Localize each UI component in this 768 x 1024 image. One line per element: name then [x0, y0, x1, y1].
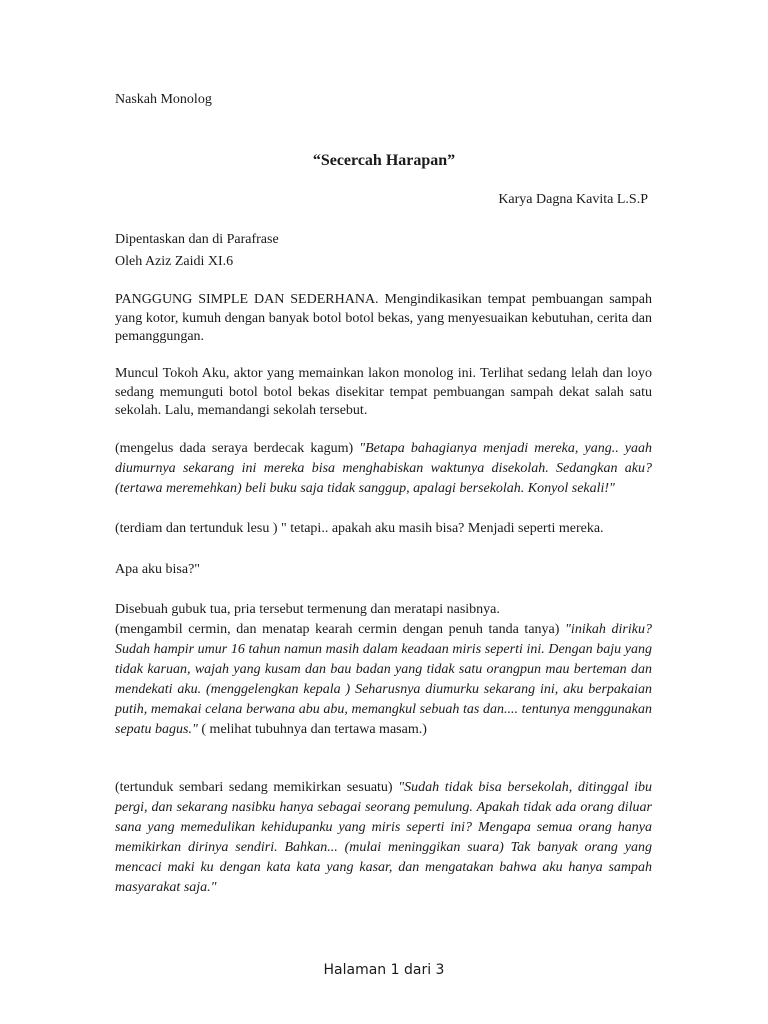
- stage-description-paragraph: PANGGUNG SIMPLE DAN SEDERHANA. Mengindikasikan tempat pembuangan sampah yang kotor, kumuh dengan banyak botol botol bekas, yang menyesuaikan kebutuhan, cerita dan pemanggungan.: [115, 292, 652, 344]
- monolog-paragraph-2: (terdiam dan tertunduk lesu ) " tetapi.. apakah aku masih bisa? Menjadi seperti mereka.: [115, 521, 604, 536]
- monolog-paragraph-3: Apa aku bisa?": [115, 562, 201, 577]
- stage-direction: (tertunduk sembari sedang memikirkan sesuatu): [115, 780, 399, 795]
- page-number-footer: Halaman 1 dari 3: [323, 962, 445, 978]
- credit-line-2: Oleh Aziz Zaidi XI.6: [115, 254, 234, 269]
- character-intro-paragraph: Muncul Tokoh Aku, aktor yang memainkan lakon monolog ini. Terlihat sedang lelah dan loyo sedang memunguti botol botol bekas disekitar tempat pembuangan sampah dekat salah satu sekolah. Lalu, memandangi sekolah tersebut.: [115, 366, 652, 418]
- stage-direction: (mengelus dada seraya berdecak kagum): [115, 441, 360, 456]
- dialog-text: "Betapa bahagianya menjadi mereka, yang.. yaah diumurnya sekarang ini mereka bisa menghabiskan waktunya disekolah. Sedangkan aku? (tertawa meremehkan) beli buku saja tidak sanggup, apalagi bersekolah. Konyol sekali!": [115, 441, 652, 496]
- scene-transition-line: Disebuah gubuk tua, pria tersebut termenung dan meratapi nasibnya.: [115, 602, 500, 617]
- dialog-text: "Sudah tidak bisa bersekolah, ditinggal ibu pergi, dan sekarang nasibku hanya sebagai seorang pemulung. Apakah tidak ada orang diluar sana yang memedulikan kehidupanku yang miris seperti ini? Mengapa semua orang hanya memikirkan dirinya sendiri. Bahkan... (mulai meninggikan suara) Tak banyak orang yang mencaci maki ku dengan kata kata yang kasar, dan mengatakan bahwa aku hanya sampah masyarakat saja.": [115, 780, 652, 895]
- author-line: Karya Dagna Kavita L.S.P: [498, 192, 648, 207]
- credit-line-1: Dipentaskan dan di Parafrase: [115, 232, 279, 247]
- dialog-text: "inikah diriku? Sudah hampir umur 16 tahun namun masih dalam keadaan miris seperti ini. Dengan baju yang tidak karuan, wajah yang kusam dan bau badan yang tidak satu orangpun mau berteman dan mendekati aku. (menggelengkan kepala ) Seharusnya diumurku sekarang ini, aku berpakaian putih, memakai celana berwana abu abu, memangkul sebuah tas dan.... tentunya menggunakan sepatu bagus.": [115, 622, 652, 737]
- stage-direction: (mengambil cermin, dan menatap kearah cermin dengan penuh tanda tanya): [115, 622, 566, 637]
- monolog-paragraph-5: [115, 778, 652, 898]
- stage-direction-tail: ( melihat tubuhnya dan tertawa masam.): [197, 722, 427, 737]
- monolog-paragraph-1: [115, 439, 652, 499]
- document-type-label: Naskah Monolog: [115, 92, 212, 107]
- document-title: “Secercah Harapan”: [312, 152, 456, 169]
- monolog-paragraph-4: [115, 620, 652, 740]
